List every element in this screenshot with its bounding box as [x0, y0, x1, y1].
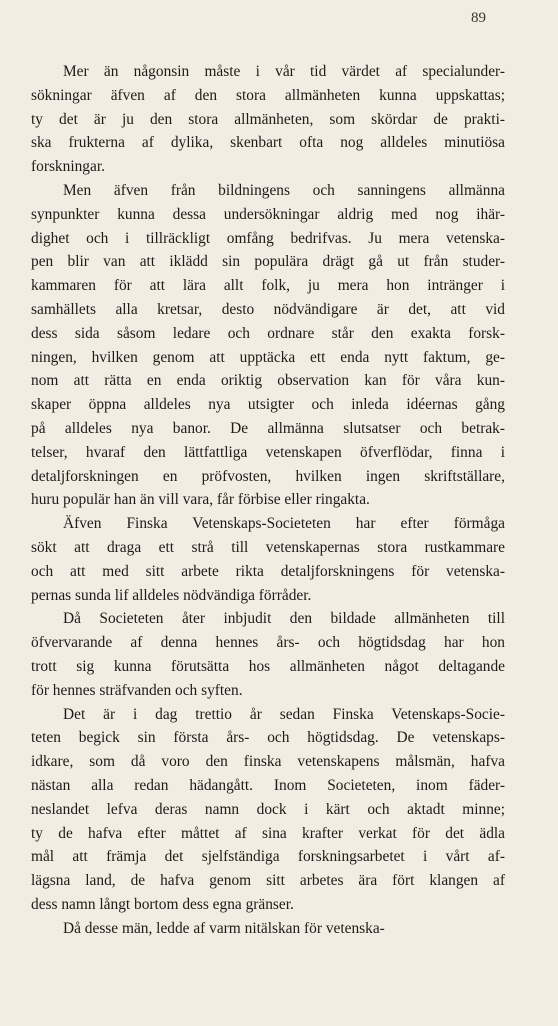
- text-line: huru populär han än vill vara, får förbise eller ringakta.: [31, 491, 370, 509]
- text-line: sökningar äfven af den stora allmänheten kunna uppskattas;: [31, 86, 505, 104]
- text-line: ty de hafva efter måttet af sina krafter verkat för det ädla: [31, 824, 505, 842]
- text-line: mål att främja det sjelfständiga forskningsarbetet i vårt af-: [31, 848, 505, 866]
- text-line: Då desse män, ledde af varm nitälskan för vetenska-: [63, 919, 385, 937]
- page-number: 89: [471, 10, 486, 26]
- text-line: trott sig kunna förutsätta hos allmänheten något deltagande: [31, 657, 505, 675]
- text-line: och att med sitt arbete rikta detaljforskningens för vetenska-: [31, 562, 505, 580]
- text-line: pernas sunda lif alldeles nödvändiga förråder.: [31, 586, 312, 604]
- text-line: detaljforskningen en pröfvosten, hvilken ingen skriftställare,: [31, 467, 505, 485]
- text-line: pen blir van att iklädd sin populära drägt gå ut från studer-: [31, 253, 505, 271]
- text-line: nom att rätta en enda oriktig observation kan för våra kun-: [31, 372, 505, 390]
- text-line: forskningar.: [31, 158, 105, 176]
- text-line: lägsna land, de hafva genom sitt arbetes ära fört klangen af: [31, 872, 505, 890]
- text-line: Mer än någonsin måste i vår tid värdet af specialunder-: [63, 63, 505, 80]
- text-line: på alldeles nya banor. De allmänna slutsatser och betrak-: [31, 419, 505, 437]
- text-line: samhällets alla kretsar, desto nödvändigare är det, att vid: [31, 300, 505, 318]
- text-line: dess sida såsom ledare och ordnare står den exakta forsk-: [31, 324, 505, 342]
- text-line: ty det är ju den stora allmänheten, som skördar de prakti-: [31, 110, 505, 128]
- text-line: öfvervarande af denna hennes års- och högtidsdag har hon: [31, 634, 505, 652]
- text-line: teten begick sin första års- och högtidsdag. De vetenskaps-: [31, 729, 505, 747]
- text-line: ningen, hvilken genom att upptäcka ett enda nytt faktum, ge-: [31, 348, 505, 366]
- text-line: Äfven Finska Vetenskaps-Societeten har efter förmåga: [63, 515, 505, 533]
- text-line: för hennes sträfvanden och syften.: [31, 681, 243, 699]
- text-line: Men äfven från bildningens och sanningens allmänna: [63, 181, 505, 199]
- text-line: Det är i dag trettio år sedan Finska Vetenskaps-Socie-: [63, 705, 505, 723]
- text-line: telser, hvaraf den lättfattliga vetenskapen öfverflödar, finna i: [31, 443, 505, 461]
- text-line: nästan alla redan hädangått. Inom Societeten, inom fäder-: [31, 776, 505, 794]
- text-line: sökt att draga ett strå till vetenskapernas stora rustkammare: [31, 538, 505, 556]
- text-line: synpunkter kunna dessa undersökningar aldrig med nog ihär-: [31, 205, 505, 223]
- text-line: dess namn långt bortom dess egna gränser.: [31, 895, 294, 913]
- text-line: kammaren för att lära allt folk, ju mera hon intränger i: [31, 277, 505, 295]
- body-text: [31, 60, 505, 940]
- text-line: ska frukterna af dylika, skenbart ofta nog alldeles minutiösa: [31, 134, 505, 152]
- text-line: Då Societeten åter inbjudit den bildade allmänheten till: [63, 610, 505, 628]
- text-line: dighet och i tillräckligt omfång bedrifvas. Ju mera vetenska-: [31, 229, 505, 247]
- text-line: idkare, som då voro den finska vetenskapens målsmän, hafva: [31, 753, 505, 771]
- text-line: skaper öppna alldeles nya utsigter och inleda idéernas gång: [31, 396, 505, 414]
- text-line: neslandet lefva deras namn dock i kärt och aktadt minne;: [31, 800, 505, 818]
